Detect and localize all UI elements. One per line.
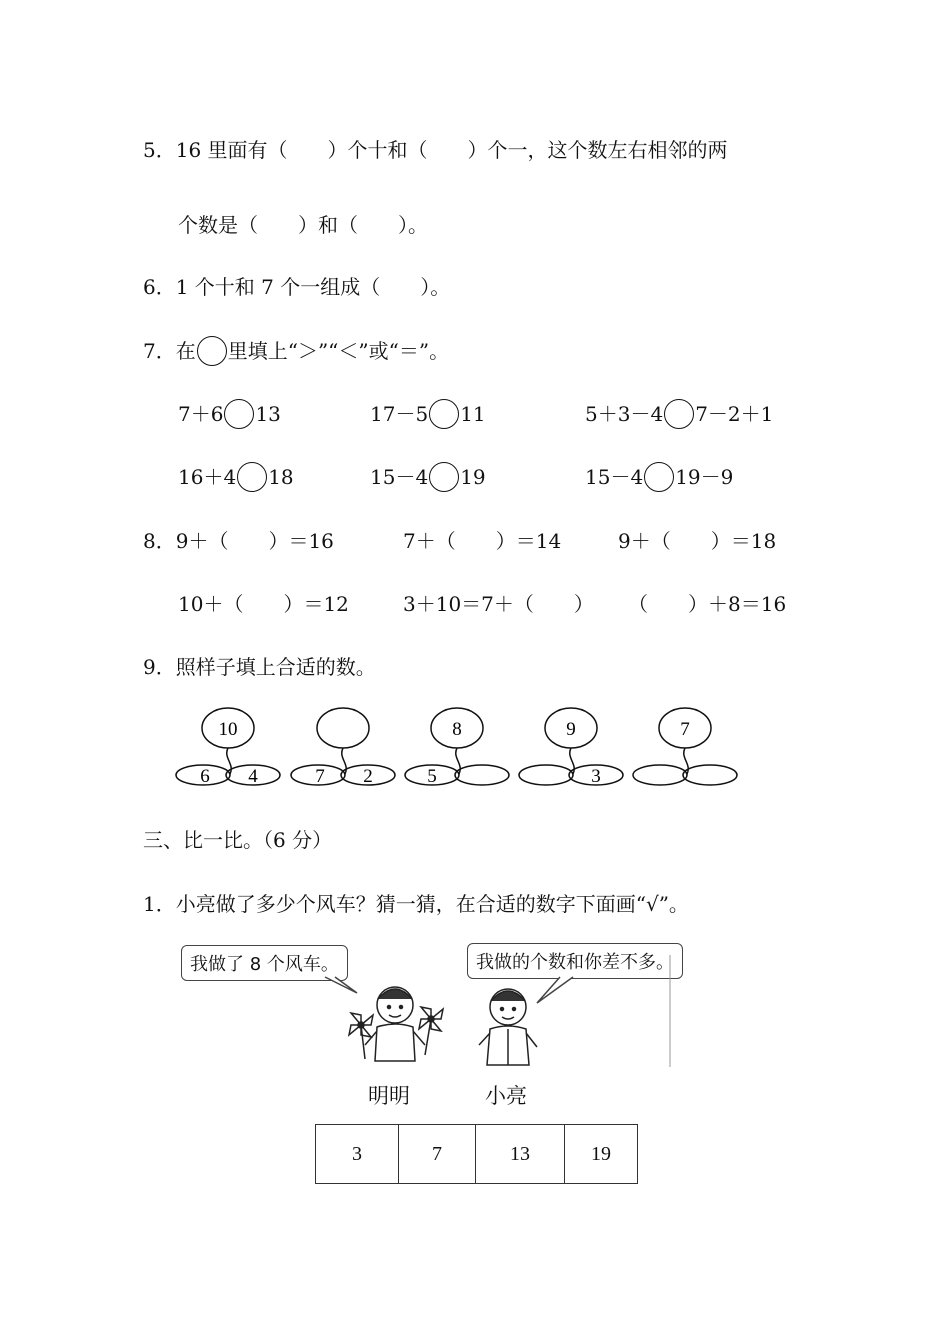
number-tree-5 <box>630 700 760 795</box>
q7-pre: 7．在 <box>143 339 196 363</box>
number-tree-graphic <box>630 700 760 795</box>
name-xiaoliang: 小亮 <box>485 1084 527 1108</box>
tree-top-number: 8 <box>452 719 462 740</box>
q8-item-6: （ ）＋8＝16 <box>628 592 787 616</box>
q7-item-2 <box>370 399 486 429</box>
q7-item-right: 13 <box>255 402 281 426</box>
answer-circle[interactable] <box>429 399 459 429</box>
choice-cell[interactable]: 7 <box>399 1125 476 1184</box>
q8-item-3: 9＋（ ）＝18 <box>618 529 777 553</box>
q8-item-4: 10＋（ ）＝12 <box>178 592 349 616</box>
number-tree-3 <box>402 700 532 795</box>
mingming-figure <box>349 987 443 1061</box>
tree-left-number: 7 <box>315 766 325 787</box>
number-tree-2 <box>288 700 418 795</box>
tree-right-number: 3 <box>591 766 601 787</box>
number-tree-1 <box>173 700 303 795</box>
table-row <box>316 1125 638 1184</box>
xiaoliang-figure <box>479 989 537 1065</box>
choice-cell[interactable]: 19 <box>565 1125 638 1184</box>
q8-item-2: 7＋（ ）＝14 <box>403 529 562 553</box>
illustration-scene <box>175 935 675 1075</box>
q7-item-5 <box>370 462 486 492</box>
tree-top-number: 9 <box>566 719 576 740</box>
tree-left-number: 6 <box>200 766 210 787</box>
speech-bubble-xiaoliang: 我做的个数和你差不多。 <box>467 943 683 979</box>
q7-item-left: 15－4 <box>370 465 429 489</box>
q5-line1: 5．16 里面有（ ）个十和（ ）个一，这个数左右相邻的两 <box>143 138 728 162</box>
children-illustration <box>175 935 675 1075</box>
tree-right-number: 2 <box>363 766 373 787</box>
answer-circle[interactable] <box>429 462 459 492</box>
tree-top-number: 7 <box>680 719 690 740</box>
pinwheel-icon <box>349 1013 373 1059</box>
q7-item-right: 19 <box>460 465 486 489</box>
pinwheel-icon <box>419 1007 443 1055</box>
tree-top-number: 10 <box>218 719 238 740</box>
q7-item-right: 7－2＋1 <box>695 402 774 426</box>
q5-line2: 个数是（ ）和（ ）。 <box>178 213 428 237</box>
q7-item-6 <box>585 462 733 492</box>
number-tree-graphic <box>288 700 418 795</box>
q7-post: 里填上“＞”“＜”或“＝”。 <box>227 339 450 363</box>
answer-choices-table <box>315 1124 638 1184</box>
q7-item-right: 11 <box>460 402 486 426</box>
choice-cell[interactable]: 13 <box>476 1125 565 1184</box>
number-tree-graphic <box>173 700 303 795</box>
answer-circle[interactable] <box>644 462 674 492</box>
speech-bubble-mingming: 我做了 8 个风车。 <box>181 945 348 981</box>
number-tree-graphic <box>402 700 532 795</box>
q8-item-5: 3＋10＝7＋（ ） <box>403 592 594 616</box>
s3q1-text: 1．小亮做了多少个风车？猜一猜，在合适的数字下面画“√”。 <box>143 892 689 916</box>
q7-item-left: 17－5 <box>370 402 429 426</box>
section-3-title: 三、比一比。（6 分） <box>143 828 333 852</box>
answer-circle-sample <box>197 336 227 366</box>
q9-text: 9．照样子填上合适的数。 <box>143 655 376 679</box>
tree-right-number: 4 <box>248 766 258 787</box>
name-mingming: 明明 <box>368 1084 410 1108</box>
tree-left-number: 5 <box>427 766 437 787</box>
answer-circle[interactable] <box>237 462 267 492</box>
q7-item-3 <box>585 399 773 429</box>
q7-item-right: 19－9 <box>675 465 734 489</box>
q7-item-left: 16＋4 <box>178 465 237 489</box>
choice-cell[interactable]: 3 <box>316 1125 399 1184</box>
q7-item-left: 7＋6 <box>178 402 224 426</box>
answer-circle[interactable] <box>664 399 694 429</box>
q7-item-right: 18 <box>268 465 294 489</box>
number-tree-graphic <box>516 700 646 795</box>
q7-item-4 <box>178 462 294 492</box>
q8-item-1: 8．9＋（ ）＝16 <box>143 529 334 553</box>
answer-circle[interactable] <box>224 399 254 429</box>
q7-instruction <box>143 336 449 366</box>
number-tree-4 <box>516 700 646 795</box>
q7-item-left: 15－4 <box>585 465 644 489</box>
q7-item-left: 5＋3－4 <box>585 402 664 426</box>
q6-text: 6．1 个十和 7 个一组成（ ）。 <box>143 275 451 299</box>
q7-item-1 <box>178 399 281 429</box>
